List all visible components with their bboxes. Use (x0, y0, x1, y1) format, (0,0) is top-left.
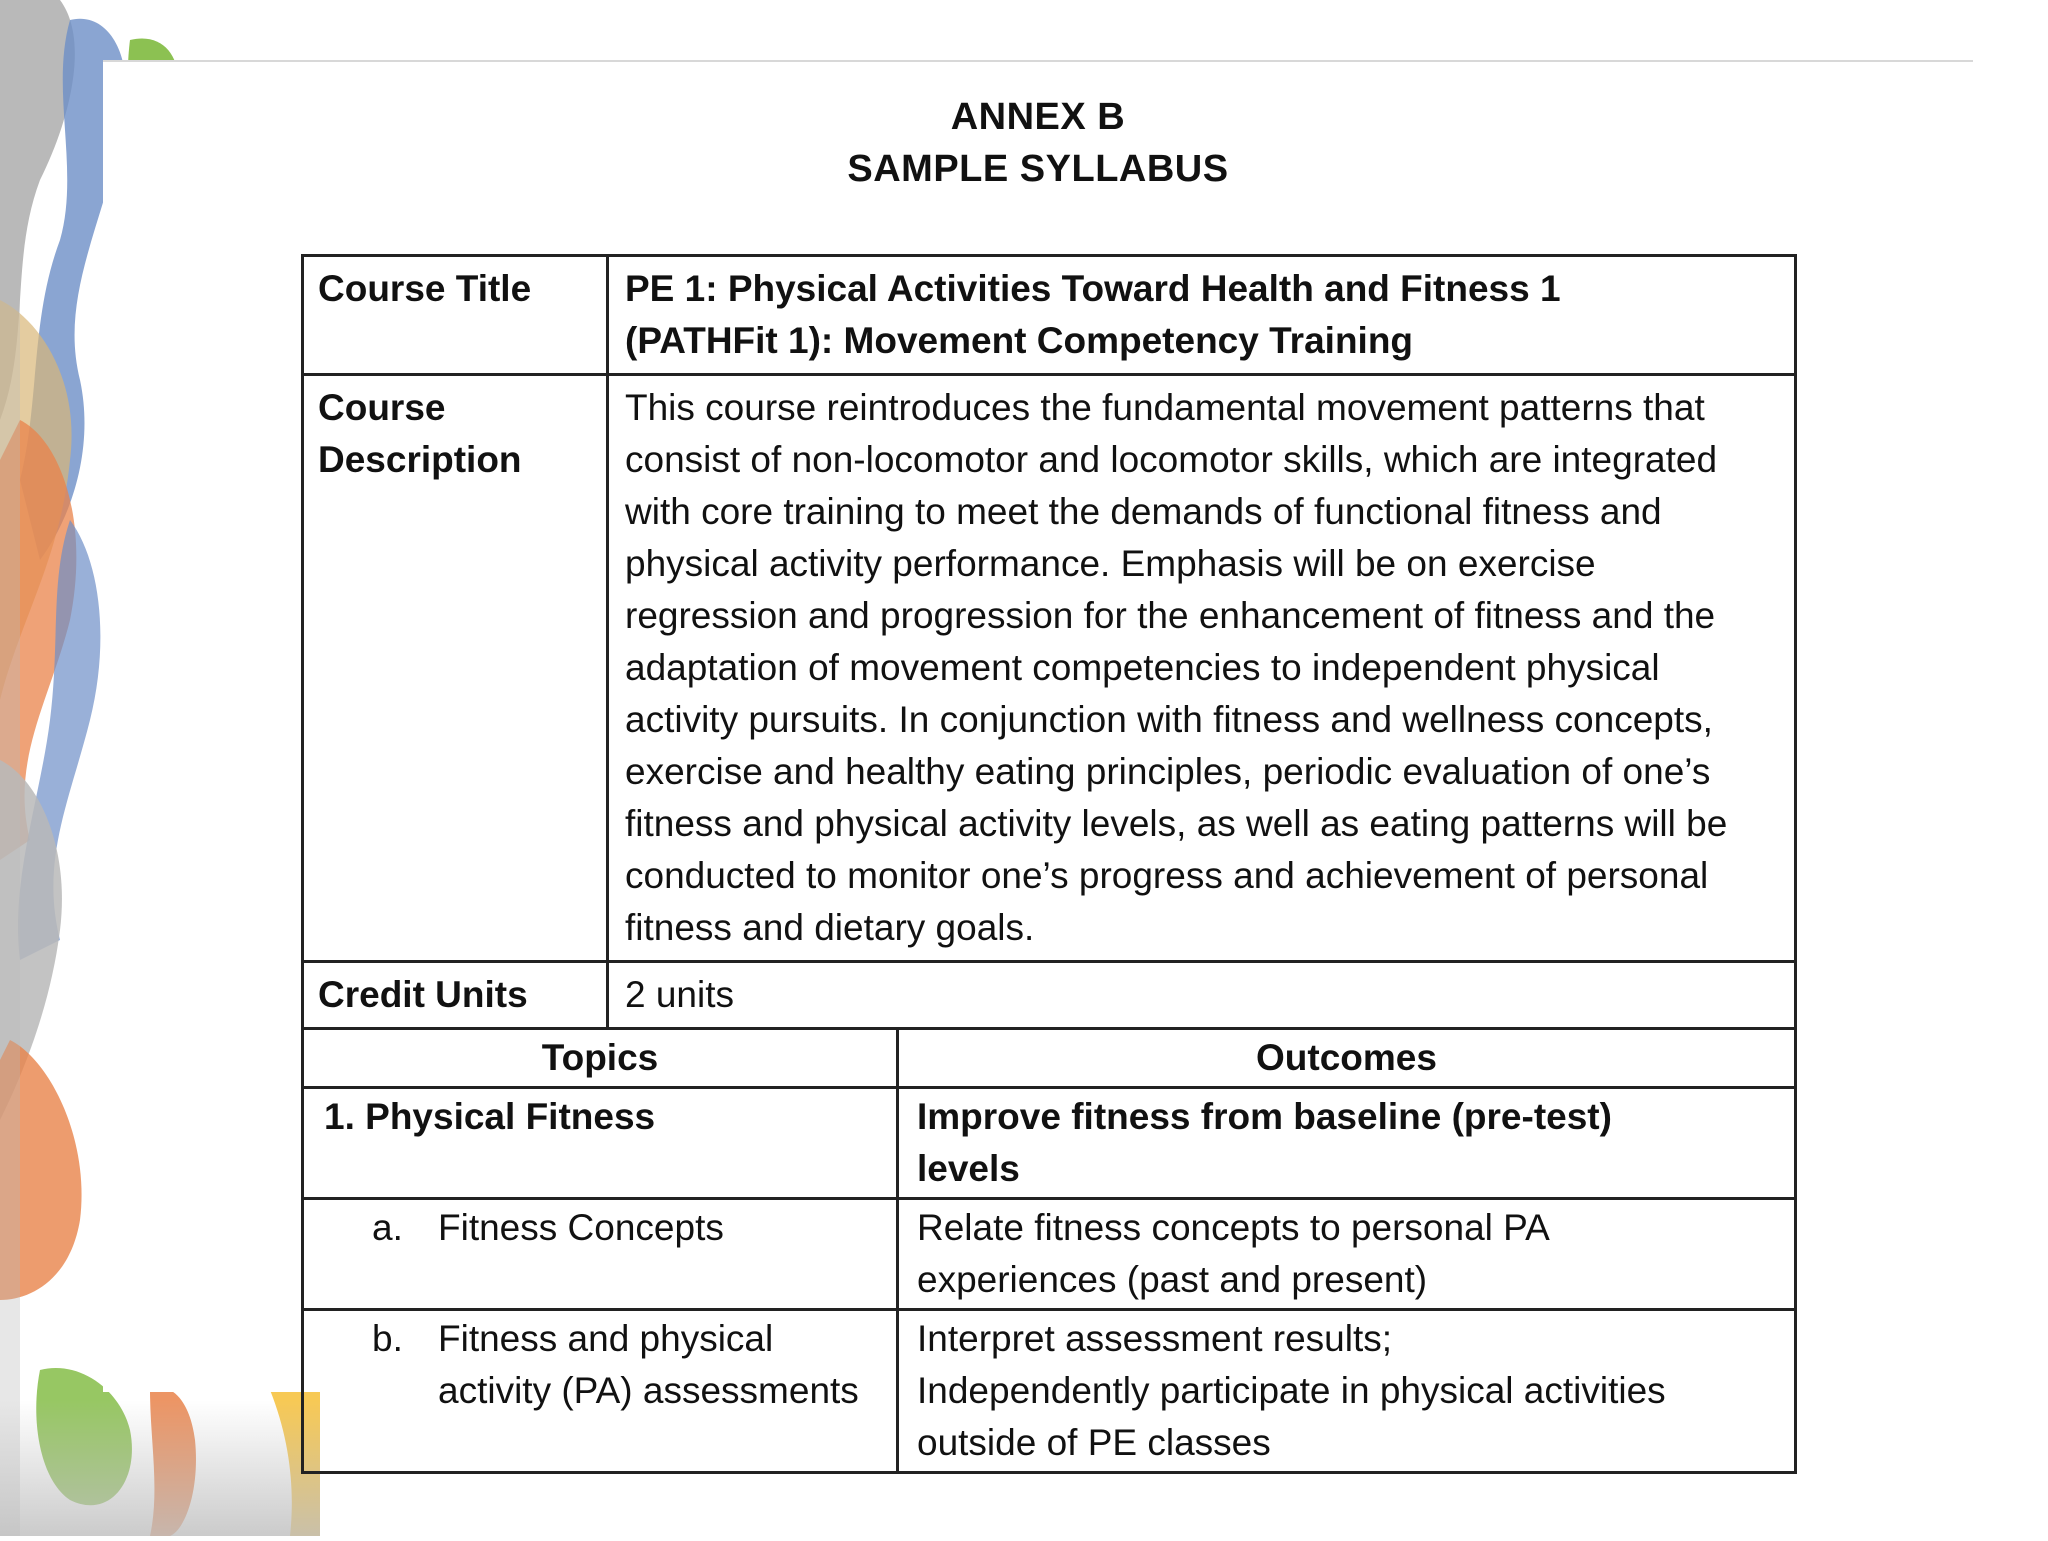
list-marker: b. (372, 1318, 403, 1359)
topic-fitness-concepts (304, 1200, 899, 1308)
outcome-line-1: Improve fitness from baseline (pre-test) (917, 1096, 1612, 1137)
outcome-fitness-concepts (899, 1200, 1794, 1308)
outcome-line-1: Interpret assessment results; (917, 1318, 1393, 1359)
list-marker: a. (372, 1207, 403, 1248)
table-row (304, 1308, 1794, 1471)
outcomes-header: Outcomes (1256, 1037, 1437, 1078)
sub-topic (324, 1313, 876, 1417)
topics-header: Topics (304, 1030, 899, 1086)
course-description-label (304, 376, 609, 960)
topics-header-row (304, 1027, 1794, 1086)
slide-content (103, 60, 1973, 1463)
outcome-line-2: Independently participate in physical activities outside of PE classes (917, 1370, 1666, 1463)
table-row (304, 1197, 1794, 1308)
bottom-shadow (0, 1400, 320, 1536)
annex-heading: ANNEX B (950, 96, 1126, 138)
credit-units-value: 2 units (625, 974, 735, 1015)
course-title-line-1: PE 1: Physical Activities Toward Health and Fitness 1 (625, 268, 1561, 309)
topic-physical-fitness: 1. Physical Fitness (304, 1089, 899, 1197)
outcome-line-1: Relate fitness concepts to personal PA (917, 1207, 1550, 1248)
topic-text: Fitness and physical activity (PA) assessments (438, 1318, 859, 1411)
topic-text: Fitness Concepts (438, 1207, 724, 1248)
course-description-row (304, 373, 1794, 960)
course-title-value (609, 257, 1794, 373)
sub-topic (324, 1202, 876, 1254)
course-title-row (304, 257, 1794, 373)
syllabus-table (301, 254, 1797, 1474)
course-title-label: Course Title (304, 257, 609, 373)
credit-units-row (304, 960, 1794, 1027)
outcome-physical-fitness (899, 1089, 1794, 1197)
outcome-fitness-assessments (899, 1311, 1794, 1471)
course-title-line-2: (PATHFit 1): Movement Competency Training (625, 320, 1414, 361)
credit-units-label: Credit Units (304, 963, 609, 1027)
course-description-label-line-1: Course (318, 387, 446, 428)
syllabus-title: SAMPLE SYLLABUS (847, 148, 1229, 190)
topic-fitness-assessments (304, 1311, 899, 1471)
outcome-line-2: experiences (past and present) (917, 1259, 1428, 1300)
course-description-text: This course reintroduces the fundamental movement patterns that consist of non-locomotor and locomotor skills, which are integrated with core training to meet the demands of functional fitness and physical activity performance. Emphasis will be on exercise regression and progression for the enhancement of fitness and the adaptation of movement competencies to independent physical activity pursuits. In conjunction with fitness and wellness concepts, exercise and healthy eating principles, periodic evaluation of one’s fitness and physical activity levels, as well as eating patterns will be conducted to monitor one’s progress and achievement of personal fitness and dietary goals. (625, 387, 1728, 948)
outcome-line-2: levels (917, 1148, 1020, 1189)
course-description-label-line-2: Description (318, 439, 522, 480)
table-row (304, 1086, 1794, 1197)
